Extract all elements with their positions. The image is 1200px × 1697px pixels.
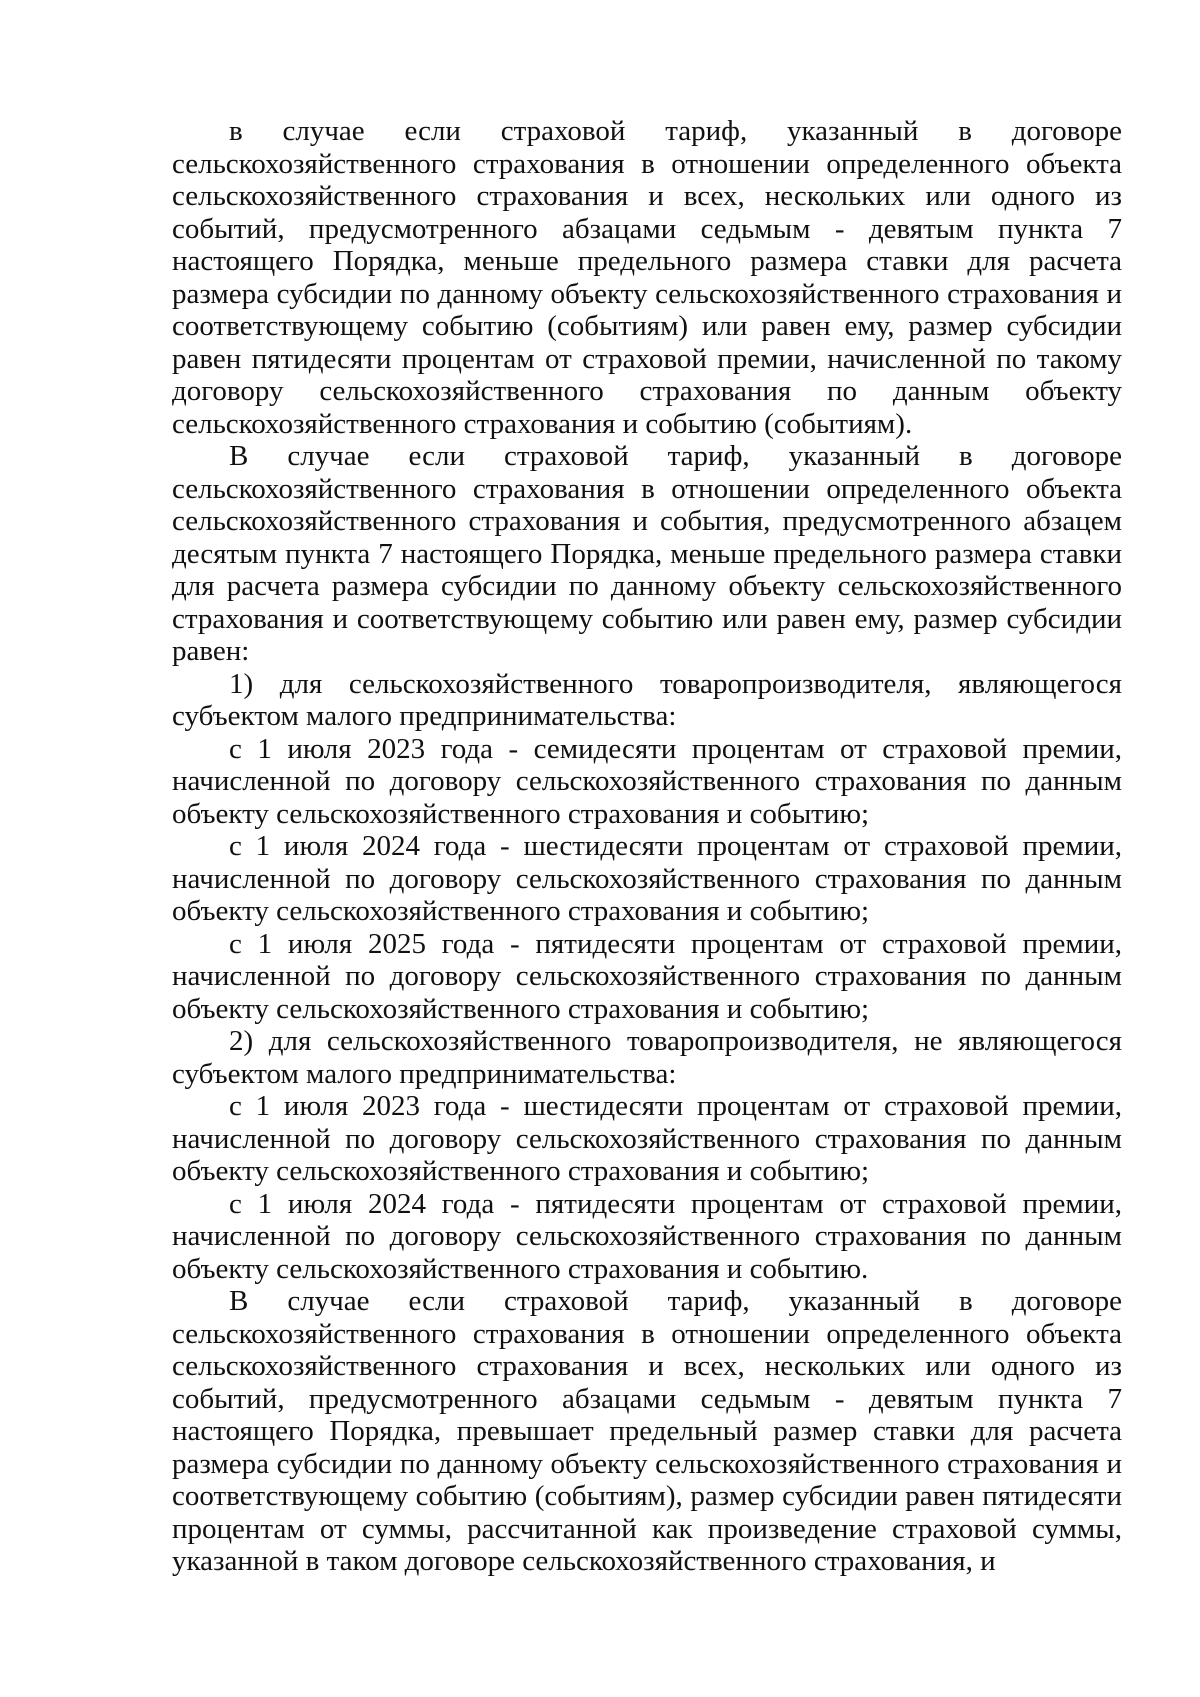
paragraph-event-tenth-clause: В случае если страховой тариф, указанный в договоре сельскохозяйственного страхования в отношении определенного объекта сельскохозяйственного страхования и события, предусмотренного абзацем десятым пункта 7 настоящего Порядка, меньше предельного размера ставки для расчета размера субсидии по данному объекту сельскохозяйственного страхования и соответствующему событию или равен ему, размер субсидии равен:	[172, 440, 1122, 667]
paragraph-small-business-2025: с 1 июля 2025 года - пятидесяти процентам от страховой премии, начисленной по договору сельскохозяйственного страхования по данным объекту сельскохозяйственного страхования и событию;	[172, 927, 1122, 1025]
paragraph-tariff-exceeds-limit: В случае если страховой тариф, указанный в договоре сельскохозяйственного страхования в отношении определенного объекта сельскохозяйственного страхования и всех, нескольких или одного из событий, предусмотренного абзацами седьмым - девятым пункта 7 настоящего Порядка, превышает предельный размер ставки для расчета размера субсидии по данному объекту сельскохозяйственного страхования и соответствующему событию (событиям), размер субсидии равен пятидесяти процентам от суммы, рассчитанной как произведение страховой суммы, указанной в таком договоре сельскохозяйственного страхования, и	[172, 1285, 1122, 1577]
paragraph-small-business-2023: с 1 июля 2023 года - семидесяти процентам от страховой премии, начисленной по договору сельскохозяйственного страхования по данным объекту сельскохозяйственного страхования и событию;	[172, 732, 1122, 830]
paragraph-small-business-header: 1) для сельскохозяйственного товаропроизводителя, являющегося субъектом малого предпринимательства:	[172, 667, 1122, 732]
paragraph-small-business-2024: с 1 июля 2024 года - шестидесяти процентам от страховой премии, начисленной по договору сельскохозяйственного страхования по данным объекту сельскохозяйственного страхования и событию;	[172, 830, 1122, 927]
paragraph-non-small-business-2024: с 1 июля 2024 года - пятидесяти процентам от страховой премии, начисленной по договору сельскохозяйственного страхования по данным объекту сельскохозяйственного страхования и событию.	[172, 1187, 1122, 1285]
paragraph-non-small-business-2023: с 1 июля 2023 года - шестидесяти процентам от страховой премии, начисленной по договору сельскохозяйственного страхования по данным объекту сельскохозяйственного страхования и событию;	[172, 1090, 1122, 1187]
paragraph-non-small-business-header: 2) для сельскохозяйственного товаропроизводителя, не являющегося субъектом малого предпринимательства:	[172, 1025, 1122, 1090]
paragraph-subsidy-fifty-percent: в случае если страховой тариф, указанный в договоре сельскохозяйственного страхования в отношении определенного объекта сельскохозяйственного страхования и всех, нескольких или одного из событий, предусмотренного абзацами седьмым - девятым пункта 7 настоящего Порядка, меньше предельного размера ставки для расчета размера субсидии по данному объекту сельскохозяйственного страхования и соответствующему событию (событиям) или равен ему, размер субсидии равен пятидесяти процентам от страховой премии, начисленной по такому договору сельскохозяйственного страхования по данным объекту сельскохозяйственного страхования и событию (событиям).	[172, 115, 1122, 440]
document-body	[172, 115, 1122, 1578]
